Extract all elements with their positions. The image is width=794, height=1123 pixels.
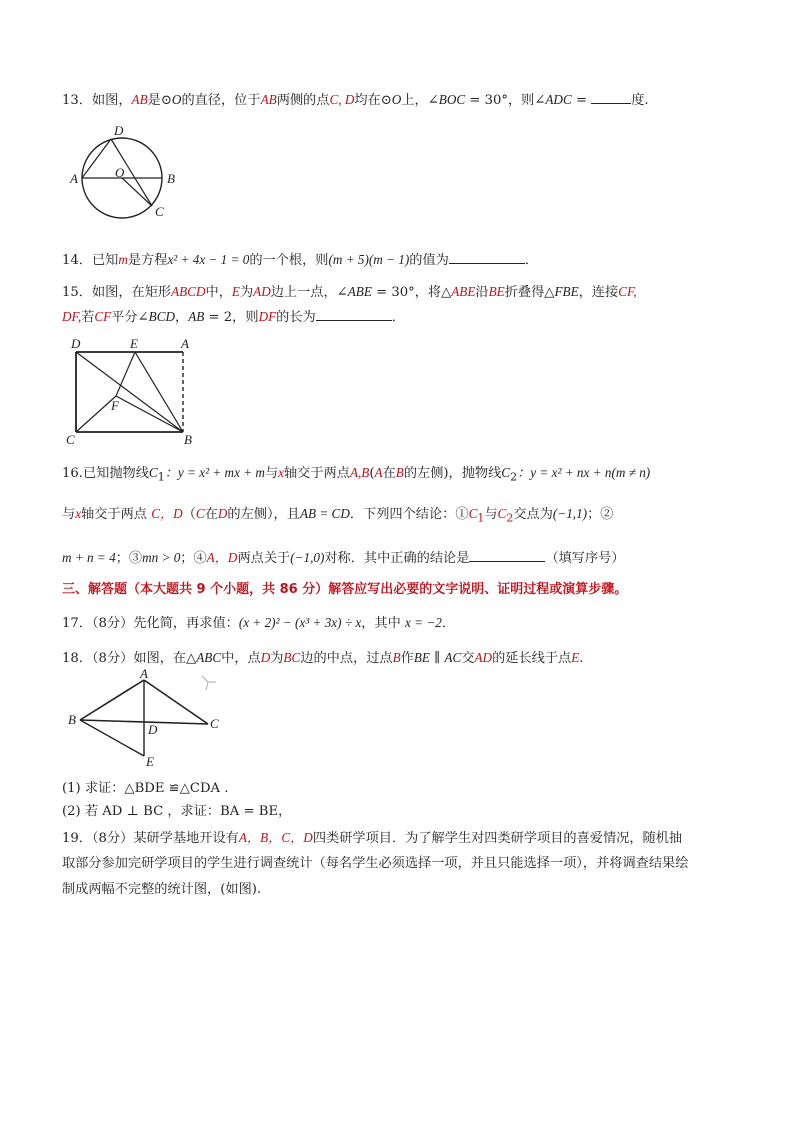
q16-line2: 与x轴交于两点 C，D（C在D的左侧），且AB = CD．下列四个结论：$①C_1$与$C_2$交点为(−1,1)；② [62,506,614,525]
q15-line2: DF,若CF平分∠BCD，AB = 2，则DF的长为 ． [62,309,405,325]
section-3-heading: 三、解答题（本大题共 9 个小题，共 86 分）解答应写出必要的文字说明、证明过程或演算步骤。 [62,582,628,597]
q13-circle-figure [66,120,186,230]
q18-line: 18．（8分）如图，在△ABC中，点D为BC边的中点，过点B作BE ∥ AC交AD的延长线于点E. [62,650,584,666]
answer-blank [316,307,392,321]
label-c: C [66,432,75,447]
q18-sub2: (2) 若 AD ⊥ BC ，求证：BA = BE， [62,804,292,819]
q16-line1: 16.已知抛物线$C_1$：y = x² + mx + m与x轴交于两点A,B(A在B的左侧)，抛物线$C_2$：y = x² + nx + n(m ≠ n) [62,465,651,484]
label-c: C [210,716,219,731]
q15-line1: 15．如图，在矩形ABCD中，E为AD边上一点，∠ABE = 30°，将△ABE沿BE折叠得△FBE，连接CF, [62,284,637,300]
label-b: B [167,171,175,186]
q16-line3: m + n = 4；③mn > 0；④A，D两点关于(−1,0)对称．其中正确的结论是 （填写序号） [62,550,625,566]
label-b: B [68,712,76,727]
label-d: D [71,336,81,351]
q19-line2: 取部分参加完研学项目的学生进行调查统计（每名学生必须选择一项，并且只能选择一项），并将调查结果绘 [62,856,689,871]
label-a: A [70,171,78,186]
q19-line1: 19．（8分）某研学基地开设有A，B，C，D四类研学项目．为了解学生对四类研学项目的喜爱情况，随机抽 [62,830,683,846]
q15-rectangle-figure [62,334,202,448]
label-f: F [111,398,119,413]
label-d: D [114,123,124,138]
label-a: A [140,668,148,681]
q14-line: 14．已知m是方程x² + 4x − 1 = 0的一个根，则(m + 5)(m − 1)的值为 ． [62,252,539,268]
answer-blank [591,90,631,104]
label-d: D [148,722,158,737]
q13-line: 13．如图，AB是⊙O的直径，位于AB两侧的点C, D均在⊙O上，∠BOC = 30°，则∠ADC = 度. [62,92,649,108]
answer-blank [469,548,545,562]
label-e: E [130,336,138,351]
label-c: C [155,204,164,219]
q18-triangle-figure [66,668,236,772]
q18-sub1: (1) 求证：△BDE ≌△CDA . [62,781,229,796]
q17-line: 17．（8分）先化简，再求值：(x + 2)² − (x³ + 3x) ÷ x，其中 x = −2． [62,615,456,631]
label-e: E [146,754,154,769]
answer-blank [449,250,525,264]
label-b: B [184,432,192,447]
label-o: O [115,165,125,180]
q19-line3: 制成两幅不完整的统计图，(如图). [62,882,262,897]
label-a: A [181,336,189,351]
